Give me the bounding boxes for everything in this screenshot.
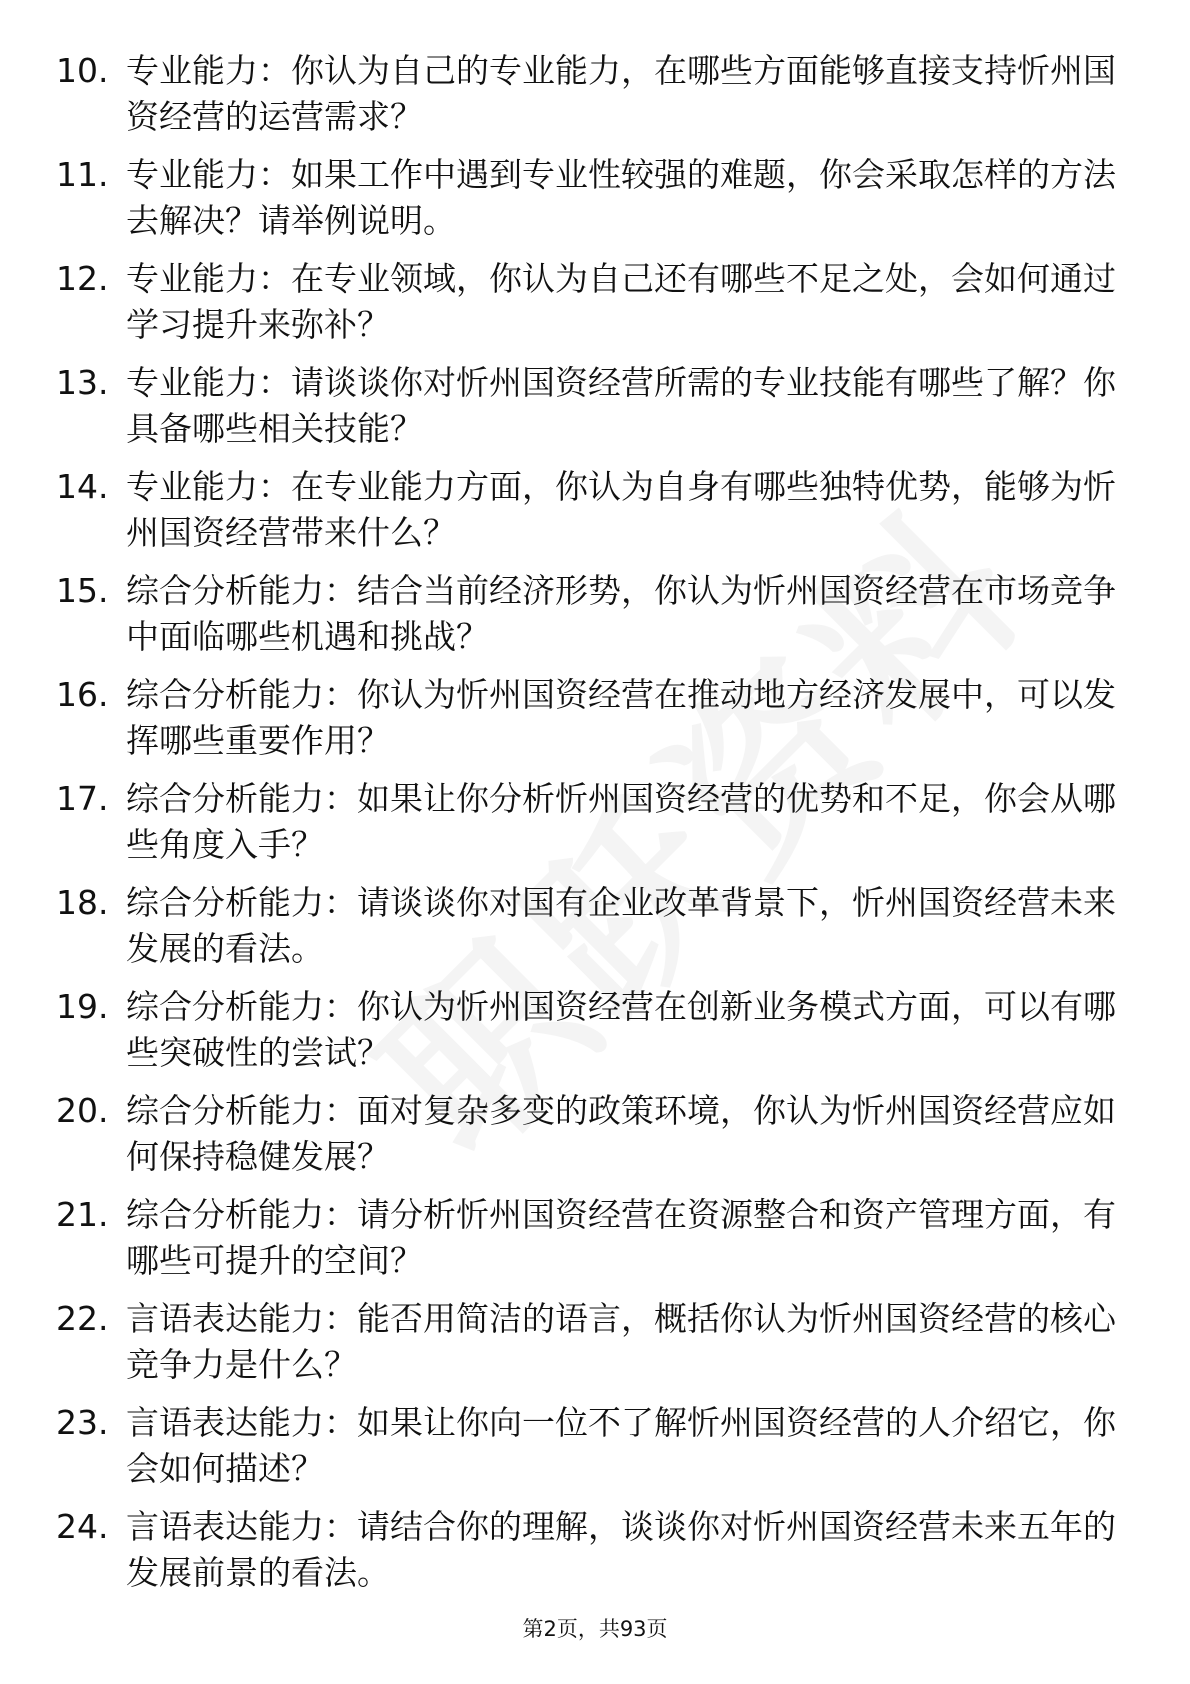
question-number: 18. bbox=[56, 883, 109, 922]
question-item bbox=[0, 1296, 1190, 1400]
question-text: 综合分析能力：请谈谈你对国有企业改革背景下，忻州国资经营未来发展的看法。 bbox=[126, 883, 1116, 968]
question-item bbox=[0, 1504, 1190, 1608]
question-text: 综合分析能力：如果让你分析忻州国资经营的优势和不足，你会从哪些角度入手？ bbox=[126, 779, 1116, 864]
question-text: 专业能力：在专业领域，你认为自己还有哪些不足之处，会如何通过学习提升来弥补？ bbox=[126, 259, 1116, 344]
question-item bbox=[0, 464, 1190, 568]
question-text: 综合分析能力：面对复杂多变的政策环境，你认为忻州国资经营应如何保持稳健发展？ bbox=[126, 1091, 1116, 1176]
question-text: 专业能力：如果工作中遇到专业性较强的难题，你会采取怎样的方法去解决？请举例说明。 bbox=[126, 155, 1116, 240]
question-text: 言语表达能力：能否用简洁的语言，概括你认为忻州国资经营的核心竞争力是什么？ bbox=[126, 1299, 1116, 1384]
question-text: 言语表达能力：请结合你的理解，谈谈你对忻州国资经营未来五年的发展前景的看法。 bbox=[126, 1507, 1116, 1592]
question-item bbox=[0, 48, 1190, 152]
question-text: 综合分析能力：你认为忻州国资经营在推动地方经济发展中，可以发挥哪些重要作用？ bbox=[126, 675, 1116, 760]
question-item bbox=[0, 360, 1190, 464]
question-number: 13. bbox=[56, 363, 109, 402]
question-text: 专业能力：在专业能力方面，你认为自身有哪些独特优势，能够为忻州国资经营带来什么？ bbox=[126, 467, 1116, 552]
question-text: 言语表达能力：如果让你向一位不了解忻州国资经营的人介绍它，你会如何描述？ bbox=[126, 1403, 1116, 1488]
question-text: 综合分析能力：你认为忻州国资经营在创新业务模式方面，可以有哪些突破性的尝试？ bbox=[126, 987, 1116, 1072]
question-number: 21. bbox=[56, 1195, 109, 1234]
page-number: 第2页，共93页 bbox=[522, 1617, 668, 1641]
question-number: 24. bbox=[56, 1507, 109, 1546]
question-text: 综合分析能力：结合当前经济形势，你认为忻州国资经营在市场竞争中面临哪些机遇和挑战？ bbox=[126, 571, 1116, 656]
question-number: 10. bbox=[56, 51, 109, 90]
question-number: 19. bbox=[56, 987, 109, 1026]
question-item bbox=[0, 1088, 1190, 1192]
question-number: 14. bbox=[56, 467, 109, 506]
question-item bbox=[0, 1400, 1190, 1504]
question-text: 综合分析能力：请分析忻州国资经营在资源整合和资产管理方面，有哪些可提升的空间？ bbox=[126, 1195, 1116, 1280]
question-item bbox=[0, 776, 1190, 880]
question-item bbox=[0, 880, 1190, 984]
question-number: 17. bbox=[56, 779, 109, 818]
question-number: 22. bbox=[56, 1299, 109, 1338]
question-item bbox=[0, 568, 1190, 672]
question-item bbox=[0, 1192, 1190, 1296]
question-text: 专业能力：你认为自己的专业能力，在哪些方面能够直接支持忻州国资经营的运营需求？ bbox=[126, 51, 1116, 136]
question-item bbox=[0, 984, 1190, 1088]
question-list bbox=[0, 48, 1190, 1608]
question-number: 23. bbox=[56, 1403, 109, 1442]
question-number: 15. bbox=[56, 571, 109, 610]
question-number: 16. bbox=[56, 675, 109, 714]
question-item bbox=[0, 152, 1190, 256]
question-item bbox=[0, 672, 1190, 776]
question-text: 专业能力：请谈谈你对忻州国资经营所需的专业技能有哪些了解？你具备哪些相关技能？ bbox=[126, 363, 1116, 448]
question-number: 12. bbox=[56, 259, 109, 298]
question-number: 20. bbox=[56, 1091, 109, 1130]
question-item bbox=[0, 256, 1190, 360]
question-number: 11. bbox=[56, 155, 109, 194]
